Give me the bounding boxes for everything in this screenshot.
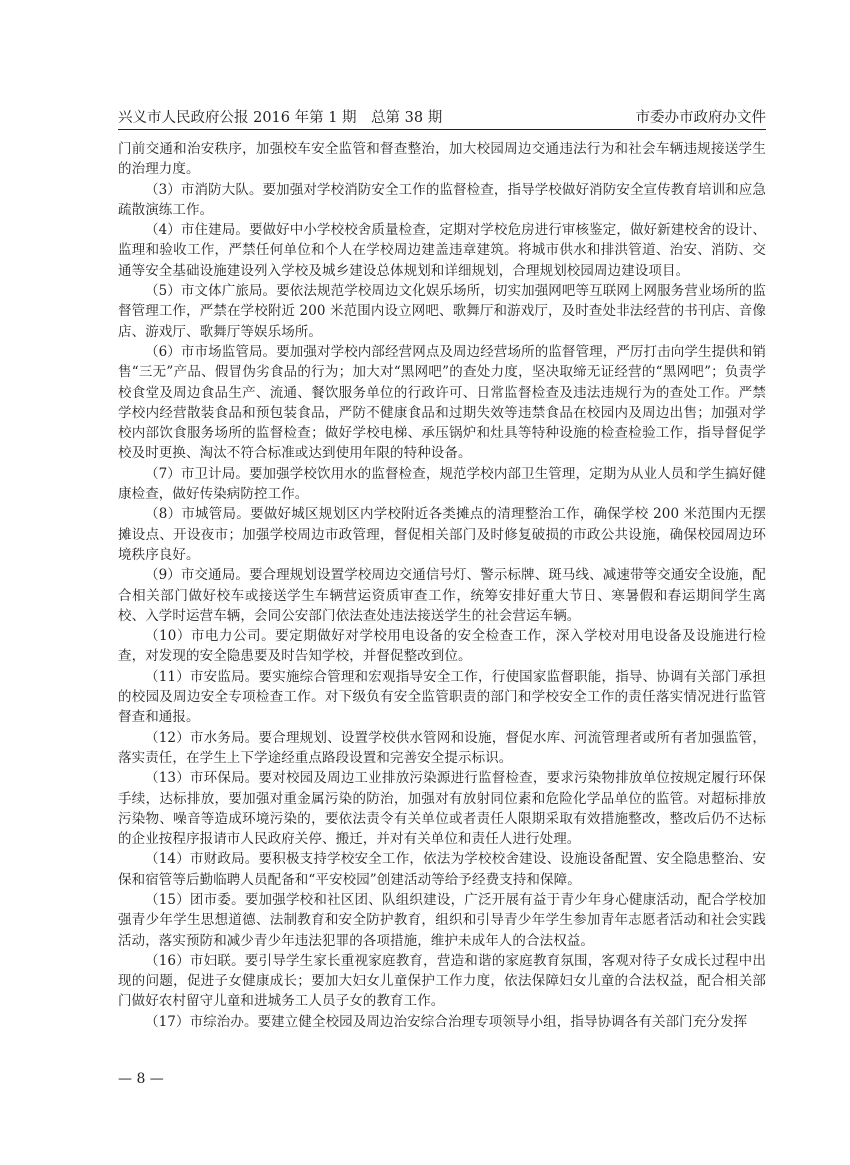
paragraph-womens-federation: （16）市妇联。要引导学生家长重视家庭教育，营造和谐的家庭教育氛围，客观对待子女成长过程中出现的问题，促进子女健康成长；要加大妇女儿童保护工作力度，依法保障妇女儿童的合法权益，配合相关部门做好农村留守儿童和进城务工人员子女的教育工作。 (118, 952, 766, 1010)
header-divider (118, 129, 766, 130)
paragraph-continued: 门前交通和治安秩序，加强校车安全监管和督查整治，加大校园周边交通违法行为和社会车辆违规接送学生的治理力度。 (118, 141, 766, 178)
paragraph-culture-bureau: （5）市文体广旅局。要依法规范学校周边文化娱乐场所，切实加强网吧等互联网上网服务营业场所的监督管理工作，严禁在学校附近 200 米范围内设立网吧、歌舞厅和游戏厅，及时查处非法经营的书刊店、音像店、游戏厅、歌舞厅等娱乐场所。 (118, 283, 766, 340)
paragraph-power-company: （10）市电力公司。要定期做好对学校用电设备的安全检查工作，深入学校对用电设备及设施进行检查，对发现的安全隐患要及时告知学校，并督促整改到位。 (118, 628, 766, 665)
page-header (118, 106, 766, 128)
document-body (118, 139, 766, 1032)
paragraph-transport-bureau: （9）市交通局。要合理规划设置学校周边交通信号灯、警示标牌、斑马线、减速带等交通安全设施，配合相关部门做好校车或接送学生车辆营运资质审查工作，统筹安排好重大节日、寒暑假和春运期间学生离校、入学时运营车辆，会同公安部门依法查处违法接送学生的社会营运车辆。 (118, 567, 766, 624)
paragraph-housing-bureau: （4）市住建局。要做好中小学校校舍质量检查，定期对学校危房进行审核鉴定，做好新建校舍的设计、监理和验收工作，严禁任何单位和个人在学校周边建盖违章建筑。将城市供水和排洪管道、治安、消防、交通等安全基础设施建设列入学校及城乡建设总体规划和详细规划，合理规划校园周边建设项目。 (118, 222, 766, 279)
document-category: 市委办市政府办文件 (635, 110, 766, 126)
gazette-issue-title: 兴义市人民政府公报 2016 年第 1 期 总第 38 期 (118, 110, 443, 126)
paragraph-market-bureau: （6）市市场监管局。要加强对学校内部经营网点及周边经营场所的监督管理，严厉打击向学生提供和销售“三无”产品、假冒伪劣食品的行为；加大对“黑网吧”的查处力度，坚决取缔无证经营的“黑网吧”；负责学校食堂及周边食品生产、流通、餐饮服务单位的行政许可、日常监督检查及违法违规行为的查处工作。严禁学校内经营散装食品和预包装食品，严防不健康食品和过期失效等违禁食品在校园内及周边出售；加强对学校内部饮食服务场所的监督检查；做好学校电梯、承压锅炉和灶具等特种设施的检查检验工作，指导督促学校及时更换、淘汰不符合标准或达到使用年限的特种设备。 (118, 343, 766, 462)
paragraph-water-bureau: （12）市水务局。要合理规划、设置学校供水管网和设施，督促水库、河流管理者或所有者加强监管，落实责任，在学生上下学途经重点路段设置和完善安全提示标识。 (118, 729, 766, 766)
paragraph-urban-management: （8）市城管局。要做好城区规划区内学校附近各类摊点的清理整治工作，确保学校 200 米范围内无摆摊设点、开设夜市；加强学校周边市政管理，督促相关部门及时修复破损的市政公共设施，确保校园周边环境秩序良好。 (118, 506, 766, 563)
paragraph-comprehensive-governance: （17）市综治办。要建立健全校园及周边治安综合治理专项领导小组，指导协调各有关部门充分发挥 (145, 1013, 748, 1030)
paragraph-safety-bureau: （11）市安监局。要实施综合管理和宏观指导安全工作，行使国家监督职能，指导、协调有关部门承担的校园及周边安全专项检查工作。对下级负有安全监管职责的部门和学校安全工作的责任落实情况进行监管督查和通报。 (118, 668, 766, 726)
paragraph-youth-league: （15）团市委。要加强学校和社区团、队组织建设，广泛开展有益于青少年身心健康活动，配合学校加强青少年学生思想道德、法制教育和安全防护教育，组织和引导青少年学生参加青年志愿者活动和社会实践活动，落实预防和减少青少年违法犯罪的各项措施，维护未成年人的合法权益。 (118, 891, 766, 949)
page-number: — 8 — (118, 1071, 164, 1087)
paragraph-health-bureau: （7）市卫计局。要加强学校饮用水的监督检查，规范学校内部卫生管理，定期为从业人员和学生搞好健康检查，做好传染病防控工作。 (118, 465, 766, 503)
paragraph-environment-bureau: （13）市环保局。要对校园及周边工业排放污染源进行监督检查，要求污染物排放单位按规定履行环保手续，达标排放，要加强对重金属污染的防治，加强对有放射同位素和危险化学品单位的监管。对超标排放污染物、噪音等造成环境污染的，要依法责令有关单位或者责任人限期采取有效措施整改，整改后仍不达标的企业按程序报请市人民政府关停、搬迁，并对有关单位和责任人进行处理。 (118, 770, 766, 848)
paragraph-finance-bureau: （14）市财政局。要积极支持学校安全工作，依法为学校校舍建设、设施设备配置、安全隐患整治、安保和宿管等后勤临聘人员配备和“平安校园”创建活动等给予经费支持和保障。 (118, 851, 766, 888)
paragraph-fire-brigade: （3）市消防大队。要加强对学校消防安全工作的监督检查，指导学校做好消防安全宣传教育培训和应急疏散演练工作。 (118, 181, 766, 218)
